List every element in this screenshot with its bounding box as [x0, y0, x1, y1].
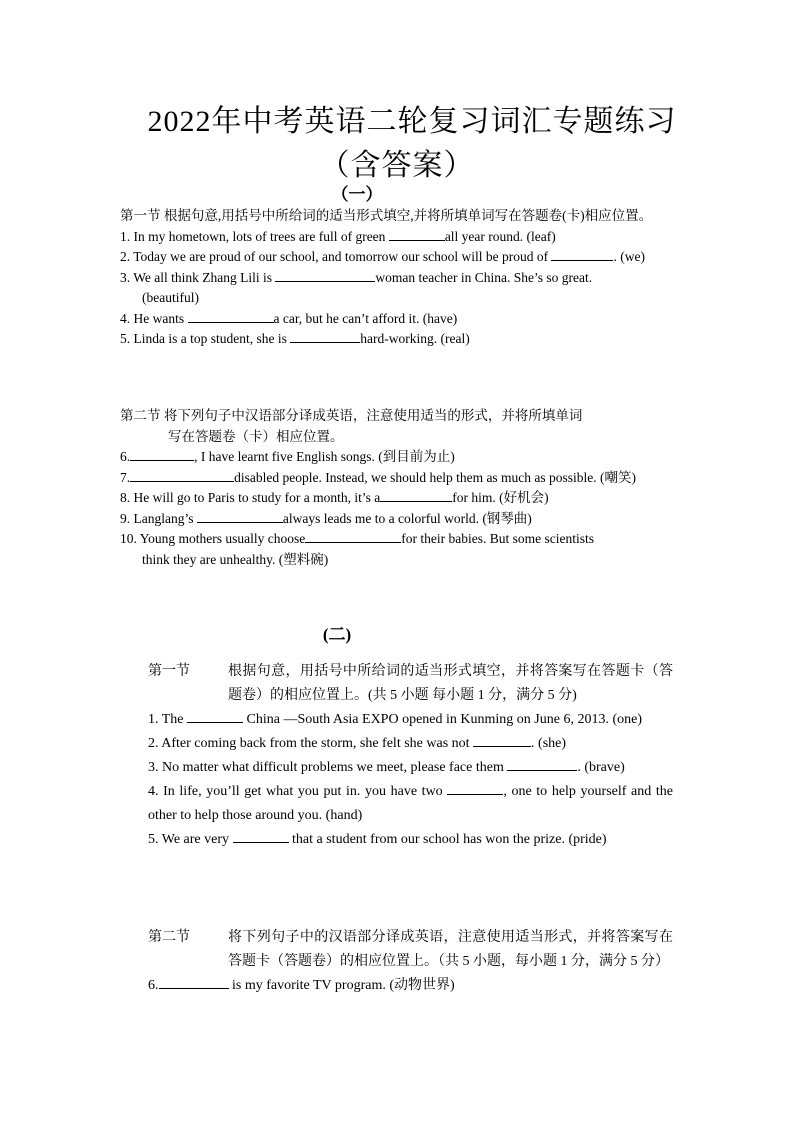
question-9: 9. Langlang’s always leads me to a colorful world. (钢琴曲): [120, 510, 532, 526]
answer-blank[interactable]: [380, 489, 452, 502]
answer-blank[interactable]: [233, 830, 289, 843]
part-one-label: （一）: [331, 185, 383, 204]
answer-blank[interactable]: [507, 758, 577, 771]
answer-blank[interactable]: [473, 734, 531, 747]
part-two-section-one: [148, 660, 673, 852]
question-8: 8. He will go to Paris to study for a month, it’s a for him. (好机会): [120, 490, 549, 505]
question-3: 3. We all think Zhang Lili is woman teacher in China. She’s so great.: [120, 269, 593, 285]
page-subtitle: （含答案）: [319, 149, 475, 182]
question-6: 6. , I have learnt five English songs. (到目前为止): [120, 449, 455, 464]
section-title-cont: 写在答题卷（卡）相应位置。: [168, 428, 344, 444]
part-one-section-one: [120, 206, 675, 350]
answer-blank[interactable]: [188, 310, 274, 323]
section-header: [148, 926, 673, 974]
question-5: 5. Linda is a top student, she is hard-working. (real): [120, 331, 470, 346]
part-two-section-two: [148, 926, 673, 998]
section-title: 将下列句子中的汉语部分译成英语，注意使用适当形式，并将答案写在答题卡（答题卷）的相应位置上。（共 5 小题，每小题 1 分，满分 5 分）: [228, 930, 673, 969]
section-label: 第一节: [148, 664, 190, 679]
question-1: 1. In my hometown, lots of trees are full of green all year round. (leaf): [120, 228, 556, 244]
answer-blank[interactable]: [305, 530, 401, 543]
answer-blank[interactable]: [447, 782, 503, 795]
section-title: 第二节 将下列句子中汉语部分译成英语，注意使用适当的形式，并将所填单词: [120, 408, 583, 423]
part-two-label: (二): [322, 625, 352, 644]
answer-blank[interactable]: [389, 228, 445, 241]
question-5: 5. We are very that a student from our school has won the prize. (pride): [148, 832, 607, 847]
answer-blank[interactable]: [275, 269, 375, 282]
question-3-hint: (beautiful): [142, 290, 199, 305]
question-4: 4. In life, you’ll get what you put in. you have two , one to help yourself and the other to help those around you. (hand): [148, 784, 673, 823]
answer-blank[interactable]: [159, 976, 229, 989]
page-title: 2022年中考英语二轮复习词汇专题练习: [147, 105, 677, 138]
question-2: 2. After coming back from the storm, she felt she was not . (she): [148, 736, 567, 751]
question-4: 4. He wants a car, but he can’t afford it. (have): [120, 310, 458, 326]
answer-blank[interactable]: [130, 469, 234, 482]
question-10-cont: think they are unhealthy. (塑料碗): [142, 551, 329, 567]
question-7: 7. disabled people. Instead, we should help them as much as possible. (嘲笑): [120, 469, 637, 485]
section-header: [148, 660, 673, 708]
question-6: 6. is my favorite TV program. (动物世界): [148, 978, 455, 993]
question-1: 1. The China —South Asia EXPO opened in Kunming on June 6, 2013. (one): [148, 712, 642, 727]
answer-blank[interactable]: [290, 330, 360, 343]
answer-blank[interactable]: [187, 710, 243, 723]
question-2: 2. Today we are proud of our school, and tomorrow our school will be proud of . (we): [120, 249, 645, 264]
answer-blank[interactable]: [130, 448, 194, 461]
section-title: 根据句意，用括号中所给词的适当形式填空，并将答案写在答题卡（答题卷）的相应位置上。(共 5 小题 每小题 1 分，满分 5 分): [228, 664, 673, 703]
section-label: 第二节: [148, 930, 190, 945]
part-one-section-two: [120, 406, 675, 570]
question-10: 10. Young mothers usually choose for their babies. But some scientists: [120, 531, 594, 546]
section-title: 第一节 根据句意,用括号中所给词的适当形式填空,并将所填单词写在答题卷(卡)相应位置。: [120, 208, 653, 223]
question-3: 3. No matter what difficult problems we meet, please face them . (brave): [148, 760, 625, 775]
answer-blank[interactable]: [197, 510, 283, 523]
answer-blank[interactable]: [551, 248, 613, 261]
